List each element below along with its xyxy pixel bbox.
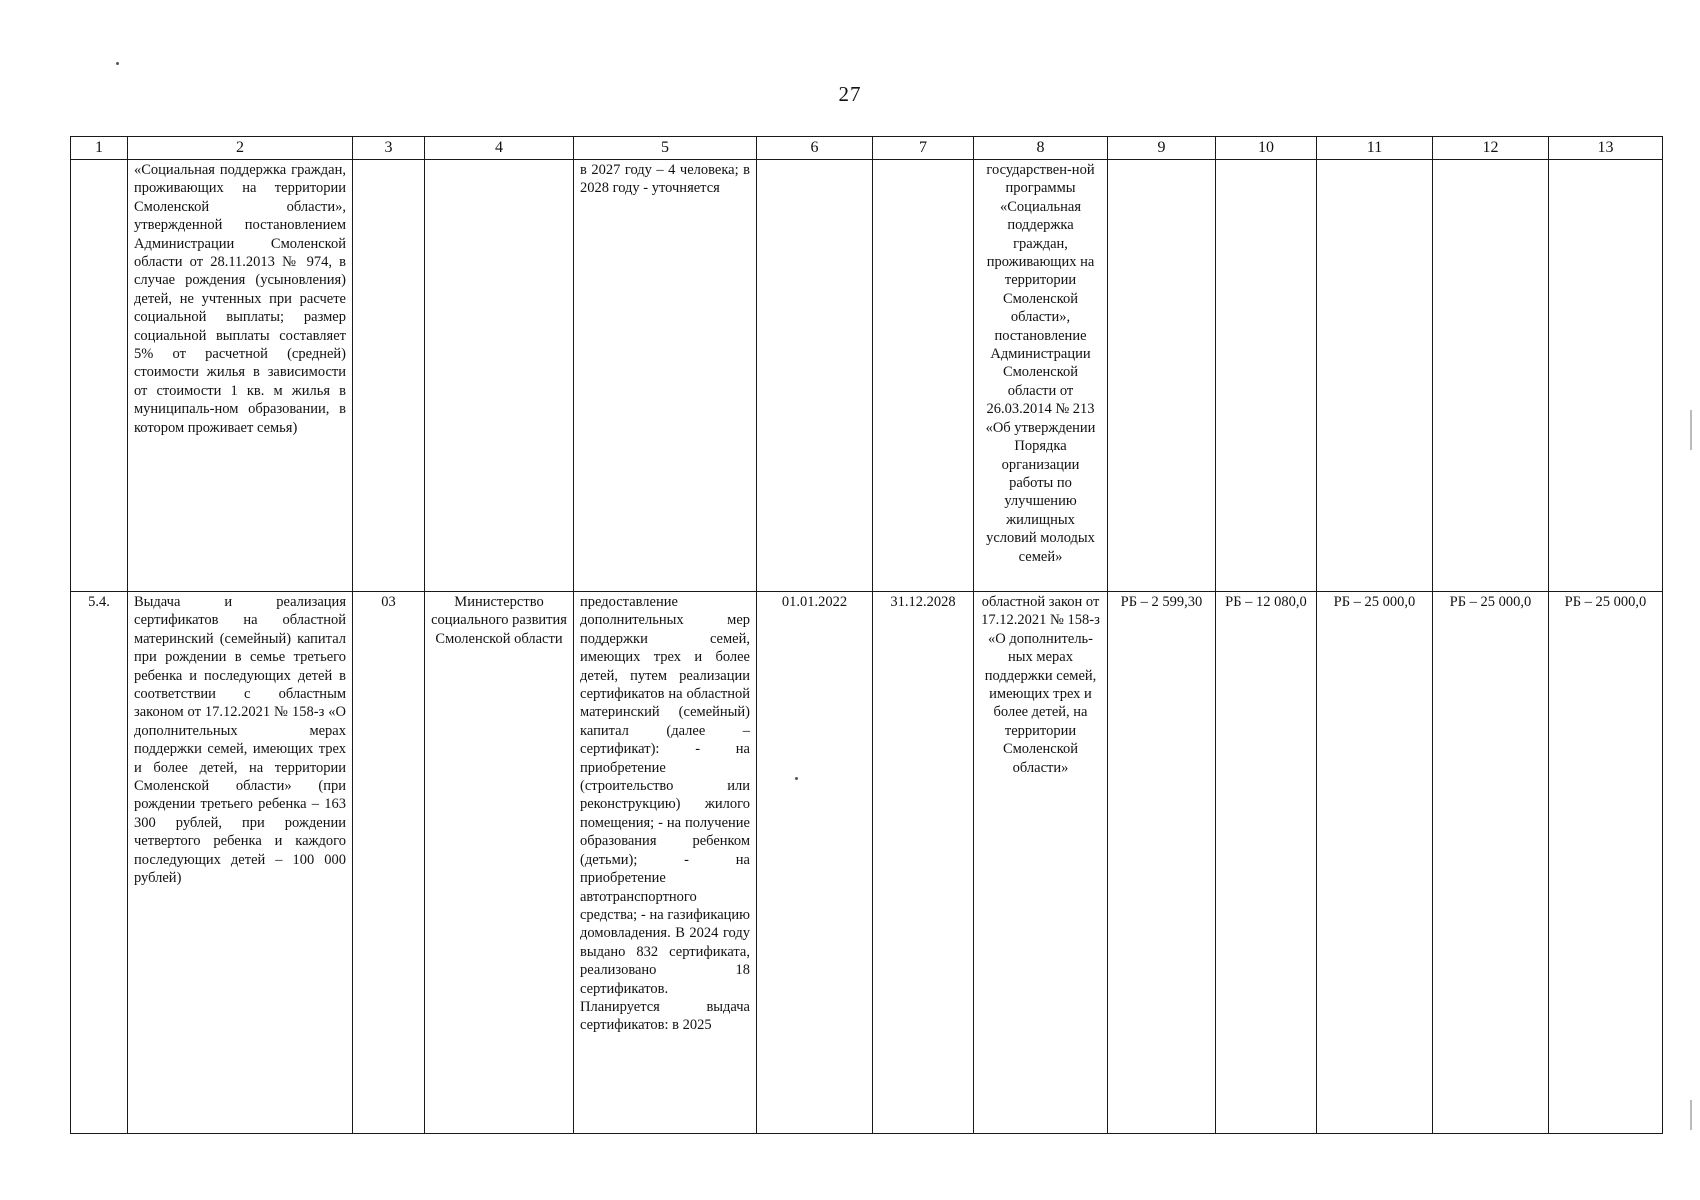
cell-start-date bbox=[757, 160, 873, 592]
column-header: 3 bbox=[353, 137, 425, 160]
cell-result-description: предоставление дополнительных мер поддержки семей, имеющих трех и более детей, путем реализации сертификатов на областной материнский (семейный) капитал (далее – сертификат): - на приобретение (строительство или реконструкцию) жилого помещения; - на получение образования ребенком (детьми); - на приобретение автотранспортного средства; - на газификацию домовладения. В 2024 году выдано 832 сертификата, реализовано 18 сертификатов. Планируется выдача сертификатов: в 2025 bbox=[574, 592, 757, 1134]
cell-end-date bbox=[873, 160, 974, 592]
page-number: 27 bbox=[838, 82, 862, 106]
cell-measure-description: Выдача и реализация сертификатов на областной материнский (семейный) капитал при рождении в семье третьего ребенка и последующих детей в соответствии с областным законом от 17.12.2021 № 158-з «О дополнительных мерах поддержки семей, имеющих трех и более детей, на территории Смоленской области» (при рождении третьего ребенка – 163 300 рублей, при рождении четвертого ребенка и каждого последующих детей – 100 000 рублей) bbox=[128, 592, 353, 1134]
cell-legal-basis: государствен-ной программы «Социальная поддержка граждан, проживающих на территории Смоленской области», постановление Администрации Смоленской области от 26.03.2014 № 213 «Об утверждении Порядка организации работы по улучшению жилищных условий молодых семей» bbox=[974, 160, 1108, 592]
cell-item-number bbox=[71, 160, 128, 592]
column-header: 7 bbox=[873, 137, 974, 160]
column-header: 10 bbox=[1216, 137, 1317, 160]
cell-result-description: в 2027 году – 4 человека; в 2028 году - уточняется bbox=[574, 160, 757, 592]
scan-edge-mark bbox=[1690, 410, 1692, 450]
cell-end-date: 31.12.2028 bbox=[873, 592, 974, 1134]
cell-funding-3: РБ – 25 000,0 bbox=[1317, 592, 1433, 1134]
scan-speck bbox=[116, 62, 119, 65]
column-header: 5 bbox=[574, 137, 757, 160]
cell-funding-5: РБ – 25 000,0 bbox=[1549, 592, 1663, 1134]
column-header: 9 bbox=[1108, 137, 1216, 160]
cell-funding-1 bbox=[1108, 160, 1216, 592]
program-measures-table bbox=[70, 136, 1663, 1134]
scan-edge-mark bbox=[1690, 1100, 1692, 1130]
column-header: 13 bbox=[1549, 137, 1663, 160]
cell-funding-3 bbox=[1317, 160, 1433, 592]
cell-legal-basis: областной закон от 17.12.2021 № 158-з «О дополнитель-ных мерах поддержки семей, имеющих трех и более детей, на территории Смоленской области» bbox=[974, 592, 1108, 1134]
table-row bbox=[71, 592, 1663, 1134]
cell-start-date: 01.01.2022 bbox=[757, 592, 873, 1134]
cell-code: 03 bbox=[353, 592, 425, 1134]
column-header: 1 bbox=[71, 137, 128, 160]
cell-item-number: 5.4. bbox=[71, 592, 128, 1134]
table-row bbox=[71, 160, 1663, 592]
cell-funding-4: РБ – 25 000,0 bbox=[1433, 592, 1549, 1134]
column-header: 4 bbox=[425, 137, 574, 160]
cell-code bbox=[353, 160, 425, 592]
cell-measure-description: «Социальная поддержка граждан, проживающих на территории Смоленской области», утвержденной постановлением Администрации Смоленской области от 28.11.2013 № 974, в случае рождения (усыновления) детей, не учтенных при расчете социальной выплаты; размер социальной выплаты составляет 5% от расчетной (средней) стоимости жилья в зависимости от стоимости 1 кв. м жилья в муниципаль-ном образовании, в котором проживает семья) bbox=[128, 160, 353, 592]
column-header: 2 bbox=[128, 137, 353, 160]
column-header: 6 bbox=[757, 137, 873, 160]
column-header: 8 bbox=[974, 137, 1108, 160]
column-header: 12 bbox=[1433, 137, 1549, 160]
cell-responsible-executor: Министерство социального развития Смоленской области bbox=[425, 592, 574, 1134]
cell-funding-5 bbox=[1549, 160, 1663, 592]
cell-funding-2 bbox=[1216, 160, 1317, 592]
column-number-header-row bbox=[71, 137, 1663, 160]
cell-funding-1: РБ – 2 599,30 bbox=[1108, 592, 1216, 1134]
cell-funding-2: РБ – 12 080,0 bbox=[1216, 592, 1317, 1134]
cell-funding-4 bbox=[1433, 160, 1549, 592]
cell-responsible-executor bbox=[425, 160, 574, 592]
column-header: 11 bbox=[1317, 137, 1433, 160]
